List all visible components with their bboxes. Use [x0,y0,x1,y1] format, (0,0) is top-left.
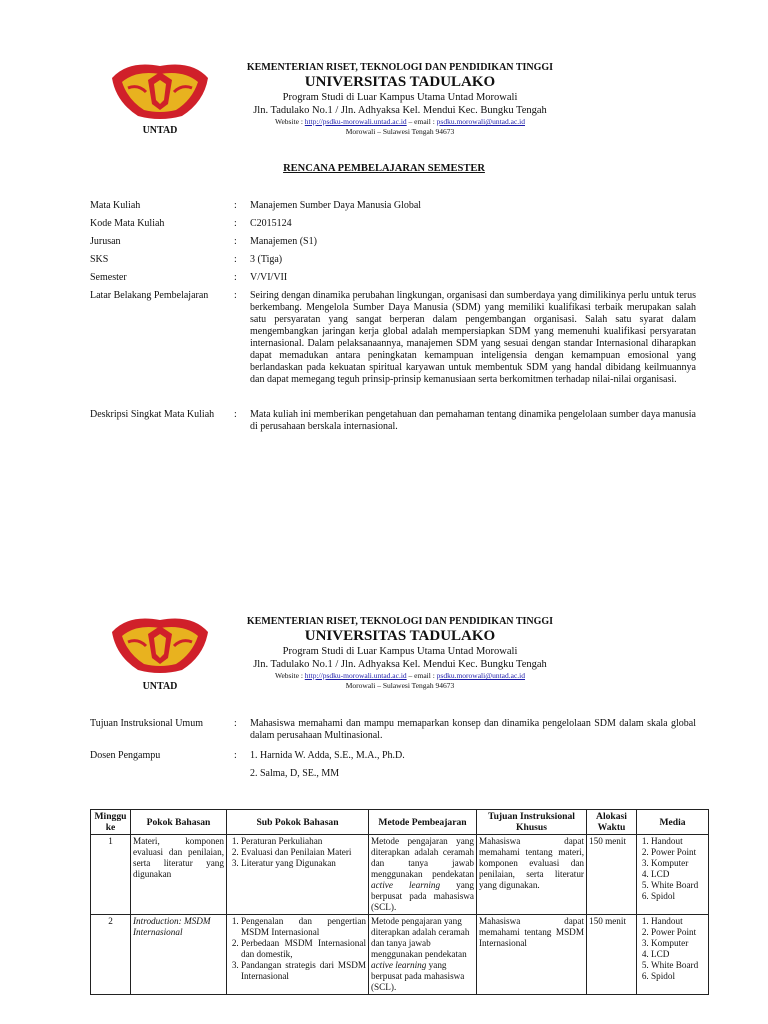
ministry-name: KEMENTERIAN RISET, TEKNOLOGI DAN PENDIDIKAN TINGGI [246,62,554,73]
lecturer-item: 2. Salma, D, SE., MM [250,768,340,779]
method-cell: Metode pengajaran yang diterapkan adalah ceramah dan tanya jawab menggunakan pendekatan active learning yang berpusat pada mahasiswa (SCL). [369,835,477,915]
list-item: 5. White Board [651,880,706,891]
topic-cell: Materi, komponen evaluasi dan penilaian, serta literatur yang digunakan [131,835,227,915]
col-media: Media [637,810,709,835]
method-cell: Metode pengajaran yang diterapkan adalah ceramah dan tanya jawab menggunakan pendekatan active learning yang berpusat pada mahasiswa (SCL). [369,915,477,995]
list-item: 1. Handout [651,836,706,847]
table-row [91,835,709,915]
list-item: 2. Perbedaan MSDM Internasional dan domestik, [241,938,366,960]
list-item: 5. White Board [651,960,706,971]
list-item: 1. Handout [651,916,706,927]
list-item: 6. Spidol [651,971,706,982]
logo-caption: UNTAD [142,125,178,136]
list-item: 4. LCD [651,949,706,960]
subtopic-cell [227,835,369,915]
lecturer-item: 1. Harnida W. Adda, S.E., M.A., Ph.D. [250,750,405,761]
university-name: UNIVERSITAS TADULAKO [304,74,496,90]
address: Jln. Tadulako No.1 / Jln. Adhyaksa Kel. Mendui Kec. Bungku Tengah [253,105,547,116]
table-row [91,915,709,995]
letterhead-top [0,58,768,138]
time-cell: 150 menit [587,835,637,915]
time-cell: 150 menit [587,915,637,995]
list-item: 2. Power Point [651,847,706,858]
table-header-row [91,810,709,835]
media-cell [637,915,709,995]
website-link[interactable]: http://psdku-morowali.untad.ac.id [304,117,407,126]
background-text: Seiring dengan dinamika perubahan lingkungan, organisasi dan sumberdaya yang dimilikinya perlu untuk terus berkembang. Mengelola Sumber Daya Manusia (SDM) yang memiliki kualifikasi terbaik merupakan salah satu persyaratan yang sangat berperan dalam pengembangan organisasi. Salah satu syarat dalam mengembangkan jaringan kerja global adalah mempersiapkan SDM yang memenuhi kualifikasi persyaratan internasional. Dalam pelaksanaannya, manajemen SDM yang sesuai dengan standar Internasional diharapkan dapat memadukan antara peningkatan kemampuan inteligensia dengan kemampuan emosional yang berlandaskan pada kekuatan spiritual karyawan untuk membentuk SDM yang handal dibidang keilmuannya dan dapat memegang teguh prinsip-prinsip kemanusiaan serta berkomitmen terhadap nilai-nilai organisasi. [250,290,696,385]
email-link[interactable]: psdku.morowali@untad.ac.id [436,671,526,680]
contact-line: Website : http://psdku-morowali.untad.ac.id – email : psdku.morowali@untad.ac.id [274,117,526,126]
program-name: Program Studi di Luar Kampus Utama Untad Morowali [282,646,518,657]
col-method: Metode Pembeajaran [369,810,477,835]
city-line: Morowali – Sulawesi Tengah 94673 [345,681,455,690]
subtopic-cell [227,915,369,995]
lecturer-list [250,750,696,786]
col-topic: Pokok Bahasan [131,810,227,835]
list-item: 6. Spidol [651,891,706,902]
col-week: Minggu ke [91,810,131,835]
week-cell: 1 [91,835,131,915]
document-title: RENCANA PEMBELAJARAN SEMESTER [283,163,485,174]
email-link[interactable]: psdku.morowali@untad.ac.id [436,117,526,126]
website-link[interactable]: http://psdku-morowali.untad.ac.id [304,671,407,680]
list-item: 3. Komputer [651,938,706,949]
list-item: 3. Pandangan strategis dari MSDM Internasional [241,960,366,982]
ministry-name: KEMENTERIAN RISET, TEKNOLOGI DAN PENDIDIKAN TINGGI [246,616,554,627]
col-objective: Tujuan Instruksional Khusus [477,810,587,835]
contact-line: Website : http://psdku-morowali.untad.ac.id – email : psdku.morowali@untad.ac.id [274,671,526,680]
list-item: 1. Pengenalan dan pengertian MSDM Internasional [241,916,366,938]
letterhead-text [225,62,575,137]
list-item: 4. LCD [651,869,706,880]
letterhead-second [0,612,768,692]
rps-table [90,809,709,995]
program-name: Program Studi di Luar Kampus Utama Untad Morowali [282,92,518,103]
address: Jln. Tadulako No.1 / Jln. Adhyaksa Kel. Mendui Kec. Bungku Tengah [253,659,547,670]
objective-cell: Mahasiswa dapat memahami tentang MSDM Internasional [477,915,587,995]
objective-cell: Mahasiswa dapat memahami tentang materi, komponen evaluasi dan penilaian, serta literatur yang digunakan. [477,835,587,915]
media-cell [637,835,709,915]
list-item: 3. Komputer [651,858,706,869]
objective-text: Mahasiswa memahami dan mampu memaparkan konsep dan dinamika pengelolaan SDM dalam skala global dalam perusahaan Multinasional. [250,718,696,741]
list-item: 1. Peraturan Perkuliahan [241,836,366,847]
list-item: 2. Evaluasi dan Penilaian Materi [241,847,366,858]
topic-cell: Introduction: MSDM Internasional [131,915,227,995]
untad-logo-icon [108,612,212,678]
untad-logo-icon [108,58,212,124]
col-time: Alokasi Waktu [587,810,637,835]
week-cell: 2 [91,915,131,995]
letterhead-text [225,616,575,691]
university-name: UNIVERSITAS TADULAKO [304,628,496,644]
list-item: 2. Power Point [651,927,706,938]
list-item: 3. Literatur yang Digunakan [241,858,366,869]
description-text: Mata kuliah ini memberikan pengetahuan dan pemahaman tentang dinamika pengelolaan sumber daya manusia di perusahaan berskala internasional. [250,409,696,432]
logo-caption: UNTAD [142,681,178,692]
col-subtopic: Sub Pokok Bahasan [227,810,369,835]
city-line: Morowali – Sulawesi Tengah 94673 [345,127,455,136]
